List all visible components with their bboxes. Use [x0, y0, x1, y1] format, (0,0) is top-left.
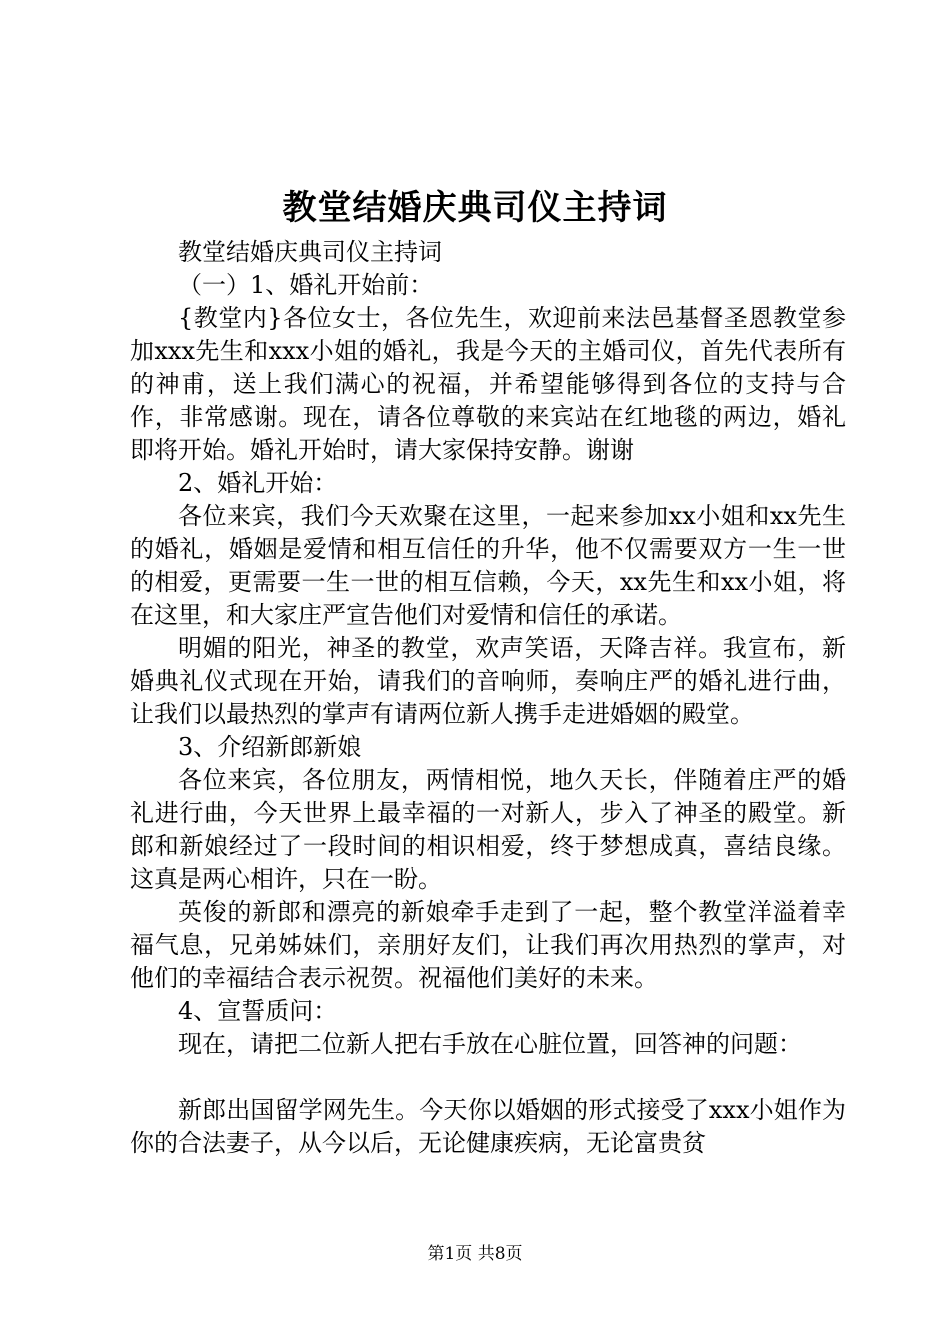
paragraph-subtitle: 教堂结婚庆典司仪主持词: [178, 238, 442, 266]
paragraph: 各位来宾，我们今天欢聚在这里，一起来参加xx小姐和xx先生的婚礼，婚姻是爱情和相互信任的升华，他不仅需要双方一生一世的相爱，更需要一生一世的相互信赖，今天，xx先生和xx小姐，将在这里，和大家庄严宣告他们对爱情和信任的承诺。: [130, 502, 846, 629]
page-footer: 第1页 共8页: [427, 1244, 523, 1264]
section-heading-4: 4、宣誓质问：: [178, 997, 338, 1025]
document-title: 教堂结婚庆典司仪主持词: [282, 188, 668, 228]
paragraph: 明媚的阳光，神圣的教堂，欢声笑语，天降吉祥。我宣布，新婚典礼仪式现在开始，请我们的音响师，奏响庄严的婚礼进行曲，让我们以最热烈的掌声有请两位新人携手走进婚姻的殿堂。: [130, 634, 846, 728]
section-heading-3: 3、介绍新郎新娘: [178, 733, 362, 761]
paragraph: 各位来宾，各位朋友，两情相悦，地久天长，伴随着庄严的婚礼进行曲，今天世界上最幸福的一对新人，步入了神圣的殿堂。新郎和新娘经过了一段时间的相识相爱，终于梦想成真，喜结良缘。这真是两心相许，只在一盼。: [130, 766, 846, 893]
document-body: [130, 236, 846, 1160]
paragraph: 新郎出国留学网先生。今天你以婚姻的形式接受了xxx小姐作为你的合法妻子，从今以后，无论健康疾病，无论富贵贫: [130, 1096, 846, 1157]
section-heading-2: 2、婚礼开始：: [178, 469, 338, 497]
section-heading-1: （一）1、婚礼开始前：: [178, 271, 434, 299]
paragraph: 现在，请把二位新人把右手放在心脏位置，回答神的问题：: [178, 1030, 802, 1058]
paragraph: 英俊的新郎和漂亮的新娘牵手走到了一起，整个教堂洋溢着幸福气息，兄弟姊妹们，亲朋好友们，让我们再次用热烈的掌声，对他们的幸福结合表示祝贺。祝福他们美好的未来。: [130, 898, 846, 992]
paragraph: {教堂内}各位女士，各位先生，欢迎前来法邑基督圣恩教堂参加xxx先生和xxx小姐的婚礼，我是今天的主婚司仪，首先代表所有的神甫，送上我们满心的祝福，并希望能够得到各位的支持与合作，非常感谢。现在，请各位尊敬的来宾站在红地毯的两边，婚礼即将开始。婚礼开始时，请大家保持安静。谢谢: [130, 304, 846, 464]
